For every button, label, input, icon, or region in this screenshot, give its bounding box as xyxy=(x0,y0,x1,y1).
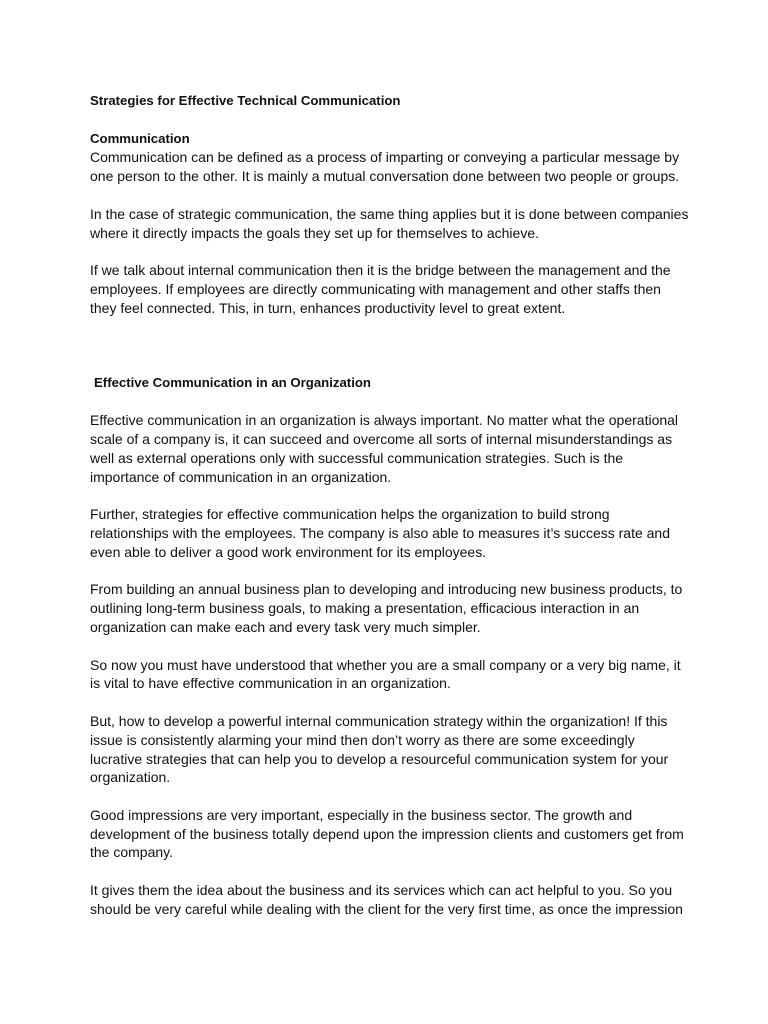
paragraph: From building an annual business plan to developing and introducing new business products, to outlining long-term business goals, to making a presentation, efficacious interaction in an organization can make each and every task very much simpler. xyxy=(90,581,683,635)
spacer xyxy=(90,392,690,411)
spacer xyxy=(90,637,690,656)
spacer xyxy=(90,111,690,130)
paragraph: Effective communication in an organization is always important. No matter what the operational scale of a company is, it can succeed and overcome all sorts of internal misunderstandings as well as external operations only with successful communication strategies. Such is the importance of communication in an organization. xyxy=(90,412,679,485)
spacer xyxy=(90,693,690,712)
paragraph: It gives them the idea about the business and its services which can act helpful to you. So you should be very careful while dealing with the client for the very first time, as once the impression xyxy=(90,882,683,917)
paragraph: Communication can be defined as a process of imparting or conveying a particular message by one person to the other. It is mainly a mutual conversation done between two people or groups. xyxy=(90,149,680,185)
spacer xyxy=(90,787,690,806)
spacer xyxy=(90,318,690,374)
section-heading-effective-communication: Effective Communication in an Organization xyxy=(94,374,371,390)
paragraph: Good impressions are very important, especially in the business sector. The growth and development of the business totally depend upon the impression clients and customers get from the company. xyxy=(90,806,684,861)
spacer xyxy=(90,486,690,505)
paragraph: So now you must have understood that whether you are a small company or a very big name, it is vital to have effective communication in an organization. xyxy=(90,656,681,692)
paragraph: If we talk about internal communication then it is the bridge between the management and the employees. If employees are directly communicating with management and other staffs then they feel connected. This, in turn, enhances productivity level to great extent. xyxy=(90,262,671,316)
document-title: Strategies for Effective Technical Communication xyxy=(90,93,401,108)
document-page xyxy=(90,92,690,919)
paragraph: In the case of strategic communication, the same thing applies but it is done between companies where it directly impacts the goals they set up for themselves to achieve. xyxy=(90,205,689,241)
paragraph: But, how to develop a powerful internal communication strategy within the organization! If this issue is consistently alarming your mind then don’t worry as there are some exceedingly lucrative strategies that can help you to develop a resourceful communication system for your organization. xyxy=(90,712,669,786)
section-heading-communication: Communication xyxy=(90,130,190,146)
spacer xyxy=(90,862,690,881)
spacer xyxy=(90,242,690,261)
spacer xyxy=(90,186,690,205)
spacer xyxy=(90,562,690,581)
paragraph: Further, strategies for effective communication helps the organization to build strong relationships with the employees. The company is also able to measures it’s success rate and even able to deliver a good work environment for its employees. xyxy=(90,506,671,560)
